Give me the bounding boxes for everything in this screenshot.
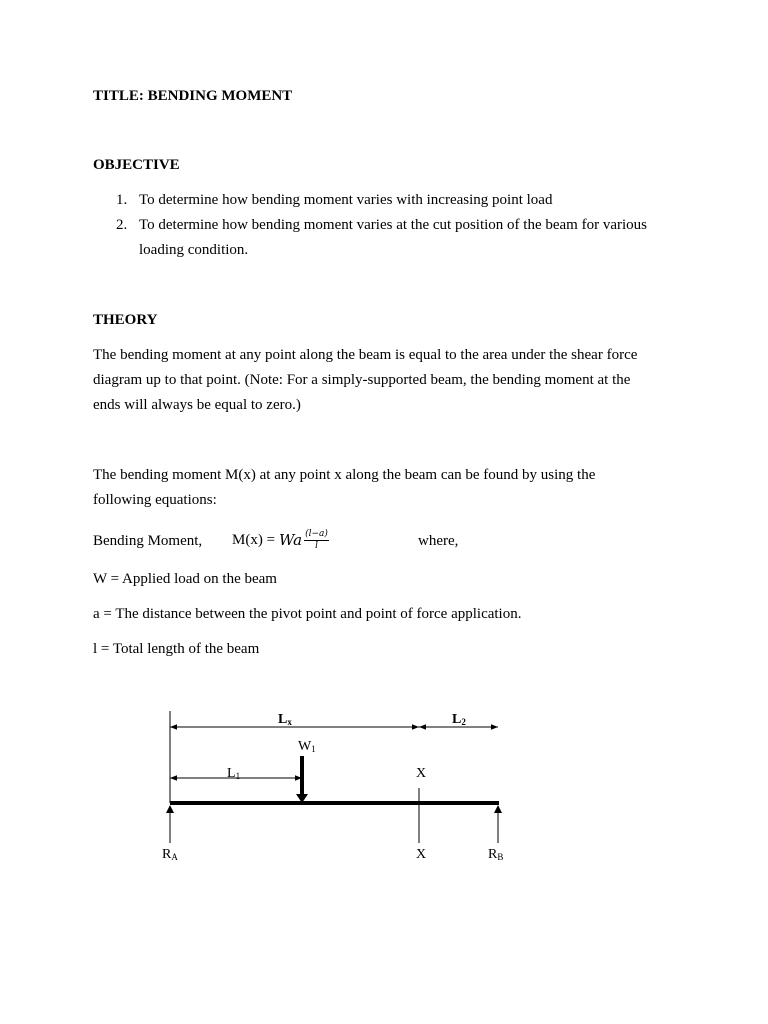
objective-item-2-number: 2. (116, 217, 128, 233)
formula-lhs: M(x) = (232, 531, 276, 548)
objective-item-2-text: To determine how bending moment varies at the cut position of the beam for various (139, 217, 647, 233)
theory-paragraph-1-line-2: diagram up to that point. (Note: For a simply-supported beam, the bending moment at the (93, 372, 631, 388)
definition-l: l = Total length of the beam (93, 641, 260, 657)
formula-where: where, (418, 533, 459, 549)
l1-label: L1 (227, 766, 241, 781)
formula-denominator: l (315, 540, 318, 551)
reaction-a-label: RA (162, 847, 178, 862)
definition-w: W = Applied load on the beam (93, 571, 277, 587)
objective-item-2-text-continued: loading condition. (139, 242, 249, 258)
cut-label-top: X (416, 766, 427, 781)
formula-label: Bending Moment, (93, 533, 203, 549)
reaction-a-arrowhead (166, 805, 174, 813)
lx-label: Lx (278, 712, 292, 727)
theory-paragraph-1-line-1: The bending moment at any point along the beam is equal to the area under the shear force (93, 347, 638, 363)
definition-a: a = The distance between the pivot point and point of force application. (93, 606, 522, 622)
theory-paragraph-2-line-2: following equations: (93, 492, 217, 508)
theory-heading: THEORY (93, 312, 158, 328)
objective-heading: OBJECTIVE (93, 157, 180, 173)
theory-paragraph-2-line-1: The bending moment M(x) at any point x along the beam can be found by using the (93, 467, 596, 483)
theory-paragraph-1-line-3: ends will always be equal to zero.) (93, 397, 301, 413)
objective-item-1-text: To determine how bending moment varies with increasing point load (139, 192, 553, 208)
reaction-b-label: RB (488, 847, 504, 862)
cut-label-bottom: X (416, 847, 427, 862)
reaction-b-arrowhead (494, 805, 502, 813)
formula-numerator: (l−a) (305, 528, 328, 539)
objective-item-1-number: 1. (116, 192, 128, 208)
l2-label: L2 (452, 712, 466, 727)
page-title: TITLE: BENDING MOMENT (93, 88, 293, 104)
formula-rhs: Wa (279, 531, 303, 549)
w1-label: W1 (298, 739, 316, 754)
